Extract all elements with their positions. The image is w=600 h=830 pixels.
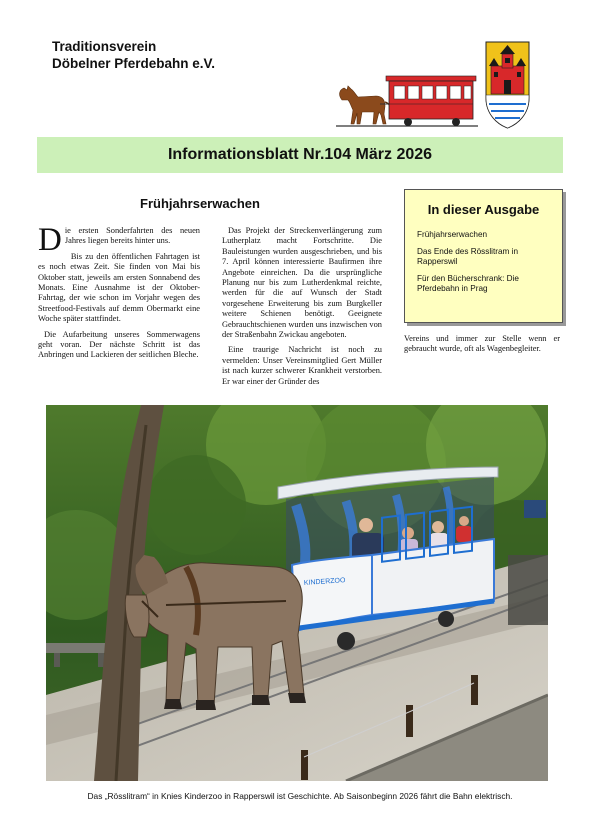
article-paragraph: Das Projekt der Streckenverlängerung zum Lutherplatz macht Fortschritte. Die Bauleistungen wurden ausgeschrieben, und bis 7. April können interessierte Baufirmen ihre Angebote einreichen. Da die ursprüngliche Planung nur bis zum Lutherdenkmal reichte, werden für die auf Wunsch der Stadt vorgesehene Erweiterung bis zum Burgkeller weitere Schienen benötigt. Geeignete Gebrauchtschienen wurden uns inzwischen von der Straßenbahn Zwickau angeboten. — [222, 226, 382, 340]
article-column-3 — [404, 334, 560, 360]
photo-illustration — [46, 405, 548, 781]
article-column-2 — [222, 226, 382, 392]
photo-horse-tram — [46, 405, 548, 781]
issue-banner — [37, 137, 563, 173]
org-line-1: Traditionsverein — [52, 39, 157, 54]
table-of-contents-box — [404, 189, 563, 323]
tram-sign: KINDERZOO — [303, 577, 346, 587]
coat-of-arms-icon — [486, 42, 529, 128]
toc-list — [417, 230, 556, 301]
article-paragraph: Bis zu den öffentlichen Fahrtagen ist es noch etwas Zeit. Sie finden von Mai bis Oktober statt, jeweils am ersten Sonnabend des Monats. Eine Ausnahme ist der Oktober-Fahrtag, der wie schon im Vorjahr wegen des Streetfood-Festivals auf demm Obermarkt eine Woche später stattfindet. — [38, 251, 200, 324]
logo-horse-tram — [336, 40, 531, 130]
drop-cap: D — [38, 222, 62, 258]
article-paragraph — [38, 222, 200, 258]
toc-item: Für den Bücherschrank: Die Pferdebahn in Prag — [417, 274, 519, 293]
article-paragraph: Vereins und immer zur Stelle wenn er gebraucht wurde, oft als Wagenbegleiter. — [404, 334, 560, 354]
toc-title: In dieser Ausgabe — [427, 202, 540, 217]
org-line-2: Döbelner Pferdebahn e.V. — [52, 56, 216, 71]
article-column-1 — [38, 222, 200, 366]
paragraph-text: ie ersten Sonderfahrten des neuen Jahres liegen bereits hinter uns. — [64, 226, 200, 246]
article-paragraph: Eine traurige Nachricht ist noch zu vermelden: Unser Vereinsmitglied Gert Müller ist nach kurzer schwerer Krankheit verstorben. Er war einer der Gründer des — [222, 345, 382, 386]
issue-title: Informationsblatt Nr.104 März 2026 — [167, 146, 433, 163]
horse-icon — [340, 86, 391, 124]
toc-item: Das Ende des Rösslitram in Rapperswil — [417, 247, 519, 266]
toc-item: Frühjahrserwachen — [417, 230, 488, 239]
photo-caption: Das „Rösslitram“ in Knies Kinderzoo in Rapperswil ist Geschichte. Ab Saisonbeginn 2026 fährt die Bahn elektrisch. — [87, 791, 513, 801]
article-title: Frühjahrserwachen — [140, 196, 260, 211]
tram-icon — [386, 76, 476, 126]
organization-name — [52, 38, 215, 72]
article-paragraph: Die Aufarbeitung unseres Sommerwagens geht voran. Der nächste Schritt ist das Anbringen und Lackieren der seitlichen Bleche. — [38, 329, 200, 360]
